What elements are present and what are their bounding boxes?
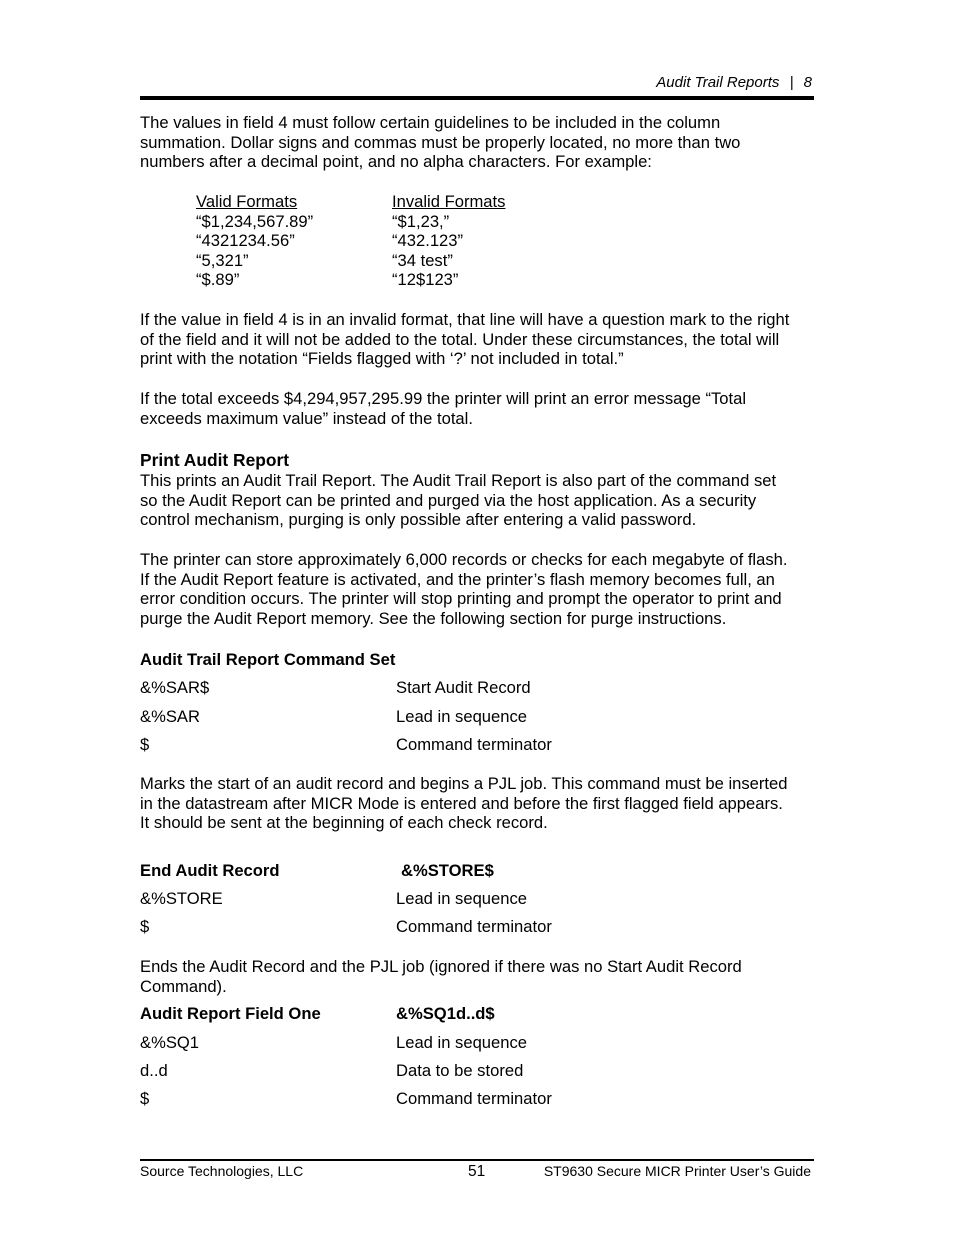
running-header: [656, 74, 812, 91]
footer-rule: [140, 1159, 814, 1161]
command-description: Command terminator: [396, 1089, 552, 1108]
text-line: in the datastream after MICR Mode is entered and before the first flagged field appears.: [140, 793, 783, 813]
text-line: The values in field 4 must follow certain guidelines to be included in the column: [140, 113, 721, 132]
text-line: Ends the Audit Record and the PJL job (ignored if there was no Start Audit Record: [140, 957, 742, 976]
command-code: &%SAR$: [140, 678, 210, 697]
text-line: summation. Dollar signs and commas must be properly located, no more than two: [140, 132, 741, 152]
invalid-format-paragraph: [140, 310, 789, 369]
header-rule: [140, 96, 814, 100]
page-number: 51: [468, 1163, 486, 1180]
valid-formats-column: [196, 192, 313, 290]
command-code: $: [140, 1089, 150, 1108]
text-line: purge the Audit Report memory. See the following section for purge instructions.: [140, 608, 727, 628]
command-code: d..d: [140, 1061, 168, 1080]
start-audit-record-paragraph: [140, 774, 788, 833]
text-line: This prints an Audit Trail Report. The Audit Trail Report is also part of the command set: [140, 471, 777, 490]
command-code: &%SAR: [140, 707, 200, 726]
invalid-formats-heading: Invalid Formats: [392, 192, 506, 211]
text-line: of the field and it will not be added to the total. Under these circumstances, the total will: [140, 329, 780, 349]
intro-paragraph: [140, 113, 740, 172]
command-description: Lead in sequence: [396, 889, 528, 908]
command-description: Command terminator: [396, 917, 552, 936]
command-code: $: [140, 735, 150, 754]
print-audit-paragraph-1: [140, 471, 776, 530]
text-line: The printer can store approximately 6,000 records or checks for each megabyte of flash.: [140, 550, 788, 569]
invalid-format-item: “12$123”: [392, 270, 459, 290]
command-description: Start Audit Record: [396, 678, 531, 697]
command-set-heading: Audit Trail Report Command Set: [140, 650, 396, 669]
invalid-formats-column: [392, 192, 505, 290]
total-exceeds-paragraph: [140, 389, 746, 428]
footer-company: Source Technologies, LLC: [140, 1163, 304, 1179]
end-audit-record-code: &%STORE$: [401, 861, 494, 880]
valid-formats-heading: Valid Formats: [196, 192, 298, 211]
valid-format-item: “$1,234,567.89”: [196, 211, 314, 231]
text-line: so the Audit Report can be printed and purged via the host application. As a security: [140, 490, 757, 510]
invalid-format-item: “34 test”: [392, 250, 453, 270]
text-line: error condition occurs. The printer will stop printing and prompt the operator to print and: [140, 589, 782, 609]
command-description: Command terminator: [396, 735, 552, 754]
command-code: $: [140, 917, 150, 936]
end-audit-record-heading: End Audit Record: [140, 861, 280, 880]
valid-format-item: “5,321”: [196, 250, 249, 270]
text-line: exceeds maximum value” instead of the total.: [140, 408, 473, 428]
header-chapter: 8: [803, 74, 812, 91]
footer-guide-title: ST9630 Secure MICR Printer User’s Guide: [543, 1163, 811, 1179]
text-line: It should be sent at the beginning of each check record.: [140, 813, 548, 833]
field-one-code: &%SQ1d..d$: [396, 1004, 495, 1023]
field-one-heading: Audit Report Field One: [140, 1004, 321, 1023]
text-line: Command).: [140, 976, 227, 996]
valid-format-item: “4321234.56”: [196, 231, 295, 251]
header-section: Audit Trail Reports: [656, 74, 780, 91]
header-separator: |: [789, 74, 794, 91]
print-audit-paragraph-2: [140, 550, 787, 628]
end-audit-record-paragraph: [140, 957, 742, 996]
command-code: &%SQ1: [140, 1033, 200, 1052]
command-description: Lead in sequence: [396, 1033, 528, 1052]
text-line: print with the notation “Fields flagged with ‘?’ not included in total.”: [140, 349, 624, 369]
text-line: If the Audit Report feature is activated, and the printer’s flash memory becomes full, an: [140, 569, 775, 589]
invalid-format-item: “432.123”: [392, 231, 464, 251]
valid-format-item: “$.89”: [196, 270, 240, 290]
command-description: Data to be stored: [396, 1061, 524, 1080]
text-line: numbers after a decimal point, and no alpha characters. For example:: [140, 152, 652, 172]
command-code: &%STORE: [140, 889, 223, 908]
text-line: control mechanism, purging is only possible after entering a valid password.: [140, 510, 697, 530]
print-audit-report-heading: Print Audit Report: [140, 450, 290, 470]
text-line: If the value in field 4 is in an invalid format, that line will have a question mark to the right: [140, 310, 790, 329]
command-description: Lead in sequence: [396, 707, 528, 726]
text-line: If the total exceeds $4,294,957,295.99 the printer will print an error message “Total: [140, 389, 747, 408]
text-line: Marks the start of an audit record and begins a PJL job. This command must be inserted: [140, 774, 788, 793]
invalid-format-item: “$1,23,”: [392, 211, 450, 231]
